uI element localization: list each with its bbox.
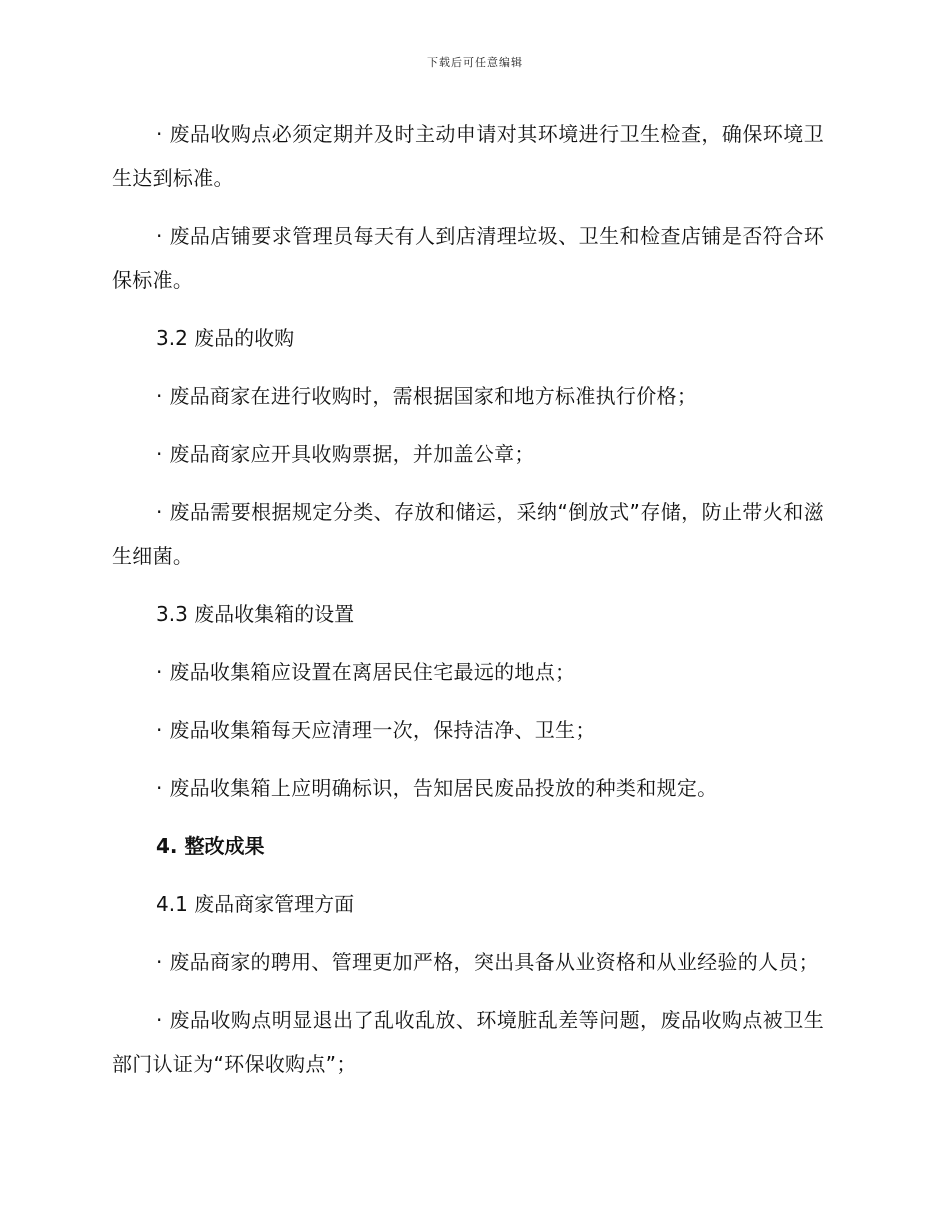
paragraph: · 废品商家在进行收购时，需根据国家和地方标准执行价格；	[156, 384, 698, 408]
section-subheading: 4.1 废品商家管理方面	[156, 892, 355, 916]
section-heading: 4. 整改成果	[156, 834, 265, 858]
section-subheading: 3.3 废品收集箱的设置	[156, 602, 355, 626]
paragraph: · 废品收购点明显退出了乱收乱放、环境脏乱差等问题，废品收购点被卫生部门认证为“环保收购点”；	[112, 1008, 824, 1076]
paragraph: · 废品店铺要求管理员每天有人到店清理垃圾、卫生和检查店铺是否符合环保标准。	[112, 224, 824, 292]
paragraph: · 废品收集箱上应明确标识，告知居民废品投放的种类和规定。	[156, 776, 718, 800]
paragraph: · 废品商家的聘用、管理更加严格，突出具备从业资格和从业经验的人员；	[156, 950, 819, 974]
paragraph: · 废品需要根据规定分类、存放和储运，采纳“倒放式”存储，防止带火和滋生细菌。	[112, 500, 824, 568]
paragraph: · 废品收集箱应设置在离居民住宅最远的地点；	[156, 660, 576, 684]
document-body	[112, 112, 824, 1100]
section-subheading: 3.2 废品的收购	[156, 326, 295, 350]
header-note: 下载后可任意编辑	[427, 56, 523, 69]
paragraph: · 废品收集箱每天应清理一次，保持洁净、卫生；	[156, 718, 596, 742]
paragraph: · 废品商家应开具收购票据，并加盖公章；	[156, 442, 535, 466]
paragraph: · 废品收购点必须定期并及时主动申请对其环境进行卫生检查，确保环境卫生达到标准。	[112, 122, 824, 190]
